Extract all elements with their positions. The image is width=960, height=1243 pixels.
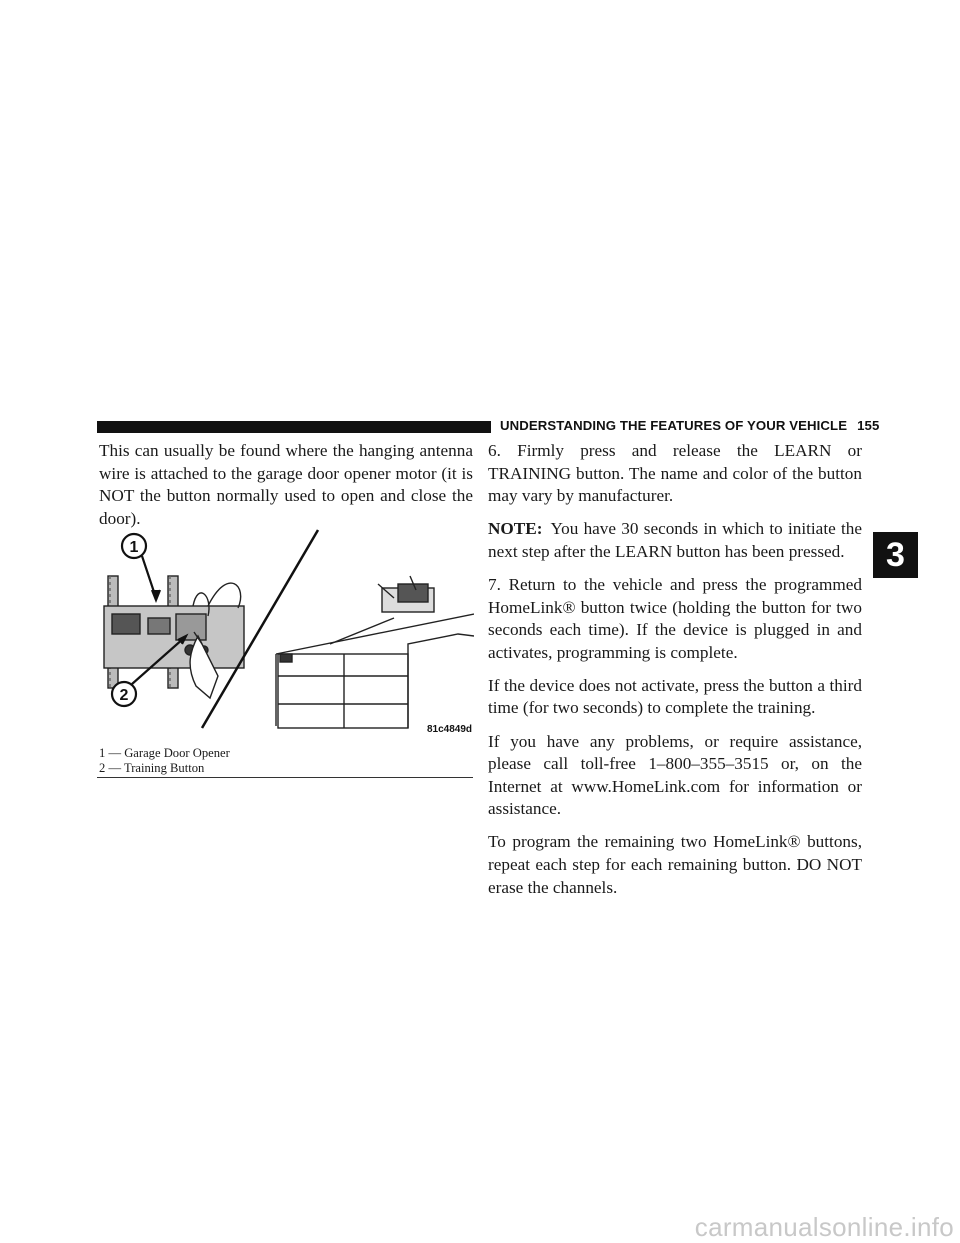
third-time-paragraph: If the device does not activate, press the button a third time (for two seconds) to complete the training. <box>488 675 862 718</box>
garage-opener-illustration <box>98 526 474 742</box>
note-label: NOTE: <box>488 519 543 539</box>
caption-line-1: 1 — Garage Door Opener <box>99 746 230 760</box>
step-7: 7. Return to the vehicle and press the programmed HomeLink® button twice (holding the button for two seconds each time). If the device is plugged in and activates, programming is complete. <box>488 574 862 662</box>
running-header <box>500 418 879 433</box>
note-paragraph <box>488 518 862 563</box>
caption-line-2: 2 — Training Button <box>99 760 205 775</box>
assistance-paragraph: If you have any problems, or require assistance, please call toll-free 1–800–355–3515 or, on the Internet at www.HomeLink.com for information or assistance. <box>488 731 862 819</box>
callout-1-label: 1 <box>129 539 139 556</box>
remaining-buttons-paragraph: To program the remaining two HomeLink® buttons, repeat each step for each remaining button. DO NOT erase the channels. <box>488 832 862 897</box>
left-panel-drawing <box>104 576 244 698</box>
figure-code: 81c4849d <box>426 724 472 735</box>
callout-1 <box>122 534 160 600</box>
note-text: You have 30 seconds in which to initiate the next step after the LEARN button has been pressed. <box>488 519 862 561</box>
step-6: 6. Firmly press and release the LEARN or TRAINING button. The name and color of the button may vary by manufacturer. <box>488 441 862 506</box>
chapter-tab: 3 <box>873 532 918 578</box>
intro-paragraph: This can usually be found where the hanging antenna wire is attached to the garage door opener motor (it is NOT the button normally used to open and close the door). <box>99 441 473 528</box>
watermark: carmanualsonline.info <box>694 1212 954 1242</box>
right-panel-drawing <box>276 576 474 728</box>
right-column <box>488 440 862 910</box>
header-rule <box>97 421 491 433</box>
caption-rule <box>97 777 473 778</box>
header-title: UNDERSTANDING THE FEATURES OF YOUR VEHICLE <box>500 418 848 433</box>
callout-2-label: 2 <box>119 687 129 704</box>
figure-caption <box>99 746 473 776</box>
page-number: 155 <box>857 418 880 433</box>
